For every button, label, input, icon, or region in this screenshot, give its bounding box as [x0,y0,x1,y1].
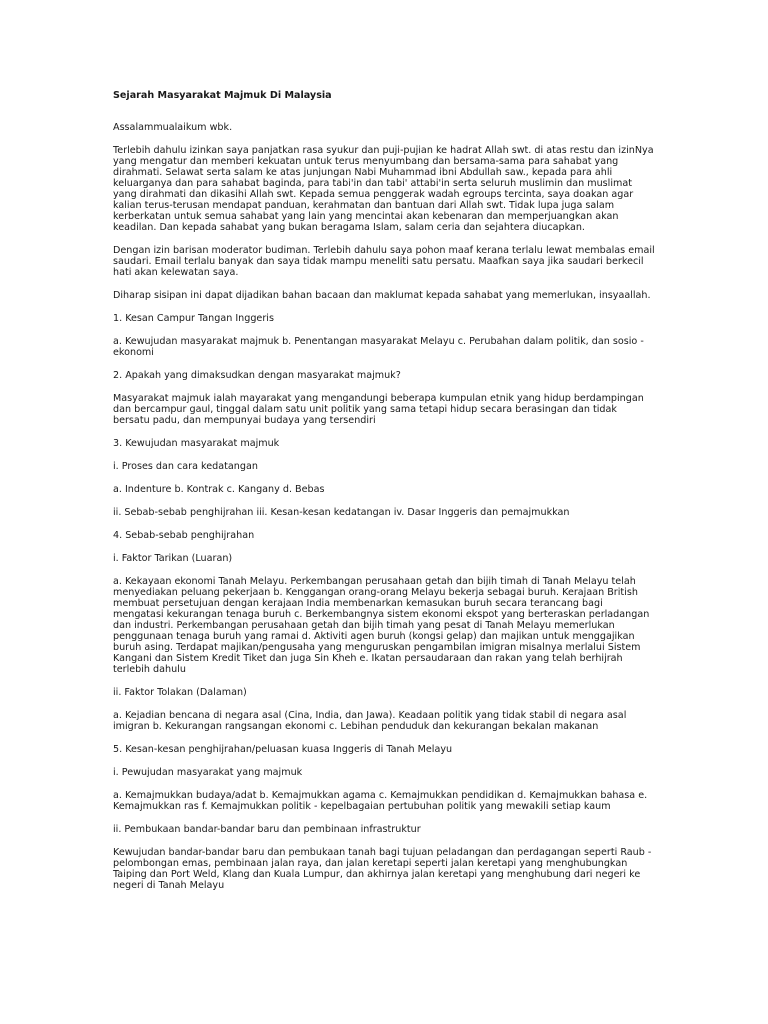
paragraph-faktor-tarikan: a. Kekayaan ekonomi Tanah Melayu. Perkembangan perusahaan getah dan bijih timah di Tanah Melayu telah menyediakan peluang pekerjaan b. Kenggangan orang-orang Melayu bekerja sebagai buruh. Kerajaan British membuat persetujuan dengan kerajaan India membenarkan kemasukan buruh secara terancang bagi mengatasi kekurangan tenaga buruh c. Berkembangnya sistem ekonomi ekspot yang berteraskan perladangan dan industri. Perkembangan perusahaan getah dan bijih timah yang pesat di Tanah Melayu memerlukan penggunaan tenaga buruh yang ramai d. Aktiviti agen buruh (kongsi gelap) dan majikan untuk menggajikan buruh asing. Terdapat majikan/pengusaha yang menguruskan pengambilan imigran misalnya merlalui Sistem Kangani dan Sistem Kredit Tiket dan juga Sin Kheh e. Ikatan persaudaraan dan rakan yang telah berhijrah terlebih dahulu [113,576,650,675]
subheading-pembukaan: ii. Pembukaan bandar-bandar baru dan pembinaan infrastruktur [113,824,421,835]
heading-section-5: 5. Kesan-kesan penghijrahan/peluasan kuasa Inggeris di Tanah Melayu [113,744,453,755]
paragraph-kemajmukkan: a. Kemajmukkan budaya/adat b. Kemajmukkan agama c. Kemajmukkan pendidikan d. Kemajmukkan bahasa e. Kemajmukkan ras f. Kemajmukkan politik - kepelbagaian pertubuhan politik yang mewakili setiap kaum [113,790,648,812]
paragraph-pembukaan: Kewujudan bandar-bandar baru dan pembukaan tanah bagi tujuan peladangan dan perdagangan seperti Raub - pelombongan emas, pembinaan jalan raya, dan jalan keretapi seperti jalan keretapi yang menghubungkan Taiping dan Port Weld, Klang dan Kuala Lumpur, dan akhirnya jalan keretapi yang menghubung dari negeri ke negeri di Tanah Melayu [113,847,652,891]
paragraph-definition: Masyarakat majmuk ialah mayarakat yang mengandungi beberapa kumpulan etnik yang hidup berdampingan dan bercampur gaul, tinggal dalam satu unit politik yang sama tetapi hidup secara berasingan dan tidak bersatu padu, dan mempunyai budaya yang tersendiri [113,393,644,426]
paragraph-proses-list: a. Indenture b. Kontrak c. Kangany d. Bebas [113,484,325,495]
heading-section-3: 3. Kewujudan masyarakat majmuk [113,438,280,449]
heading-section-1: 1. Kesan Campur Tangan Inggeris [113,313,274,324]
subheading-faktor-tarikan: i. Faktor Tarikan (Luaran) [113,553,233,564]
heading-section-2: 2. Apakah yang dimaksudkan dengan masyarakat majmuk? [113,370,401,381]
paragraph-section-1-list: a. Kewujudan masyarakat majmuk b. Penentangan masyarakat Melayu c. Perubahan dalam politik, dan sosio - ekonomi [113,336,644,358]
subheading-pewujudan: i. Pewujudan masyarakat yang majmuk [113,767,303,778]
paragraph-opening: Terlebih dahulu izinkan saya panjatkan rasa syukur dan puji-pujian ke hadrat Allah swt. di atas restu dan izinNya yang mengatur dan memberi kekuatan untuk terus menyumbang dan bersama-sama para sahabat yang dirahmati. Selawat serta salam ke atas junjungan Nabi Muhammad ibni Abdullah saw., kepada para ahli keluarganya dan para sahabat baginda, para tabi'in dan tabi' attabi'in serta seluruh muslimin dan muslimat yang dirahmati dan dikasihi Allah swt. Kepada semua penggerak wadah egroups tercinta, saya doakan agar kalian terus-terusan mendapat panduan, kerahmatan dan bantuan dari Allah swt. Tidak lupa juga salam kerberkatan untuk semua sahabat yang lain yang mencintai akan kebenaran dan memperjuangkan akan keadilan. Dan kepada sahabat yang bukan beragama Islam, salam ceria dan sejahtera diucapkan. [113,145,654,233]
paragraph-subheadings: ii. Sebab-sebab penghijrahan iii. Kesan-kesan kedatangan iv. Dasar Inggeris dan pemajmukkan [113,507,570,518]
heading-section-4: 4. Sebab-sebab penghijrahan [113,530,255,541]
paragraph-faktor-tolakan: a. Kejadian bencana di negara asal (Cina, India, dan Jawa). Keadaan politik yang tidak stabil di negara asal imigran b. Kekurangan rangsangan ekonomi c. Lebihan penduduk dan kekurangan bekalan makanan [113,710,627,732]
subheading-faktor-tolakan: ii. Faktor Tolakan (Dalaman) [113,687,247,698]
document-page [113,90,655,903]
document-title: Sejarah Masyarakat Majmuk Di Malaysia [113,90,332,101]
paragraph-apology: Dengan izin barisan moderator budiman. Terlebih dahulu saya pohon maaf kerana terlalu lewat membalas email saudari. Email terlalu banyak dan saya tidak mampu meneliti satu persatu. Maafkan saya jika saudari berkecil hati akan kelewatan saya. [113,245,655,278]
subheading-proses: i. Proses dan cara kedatangan [113,461,258,472]
paragraph-greeting: Assalammualaikum wbk. [113,122,233,133]
paragraph-intro: Diharap sisipan ini dapat dijadikan bahan bacaan dan maklumat kepada sahabat yang memerlukan, insyaallah. [113,290,651,301]
